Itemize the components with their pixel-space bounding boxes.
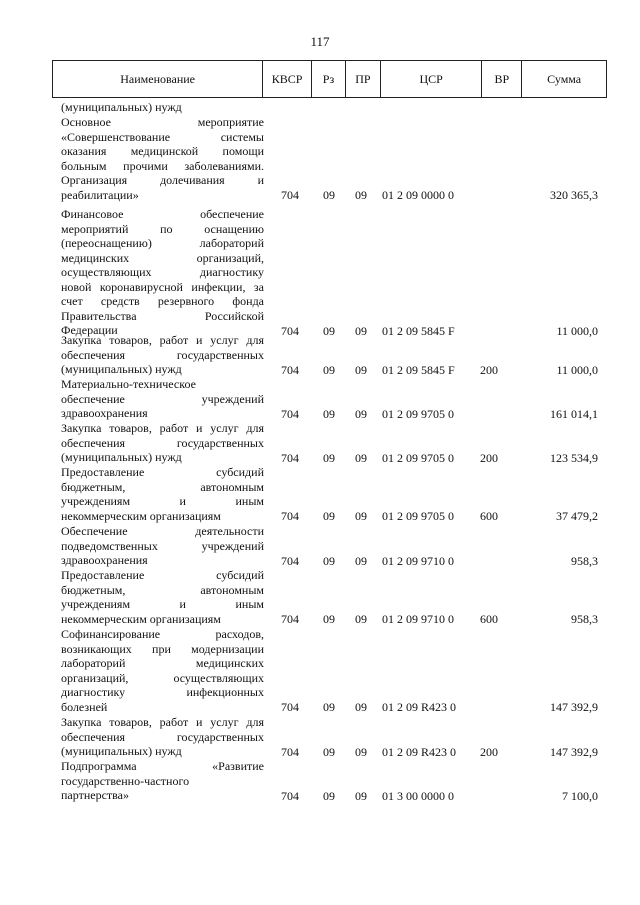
row-pr: 09 <box>355 406 367 421</box>
row-name <box>61 568 264 626</box>
row-pr: 09 <box>355 553 367 568</box>
row-vr: 600 <box>480 509 498 523</box>
row-pr: 09 <box>355 700 367 714</box>
row-pr: 09 <box>355 362 367 377</box>
row-name-line: счет средств резервного фонда <box>61 294 264 308</box>
row-name-line: учреждениям и иным <box>61 494 264 508</box>
row-kvsr: 704 <box>281 509 299 523</box>
row-name-line: здравоохранения <box>61 406 148 420</box>
table-row <box>0 524 640 568</box>
header-pr: ПР <box>346 61 381 97</box>
row-name-line: осуществляющих диагностику <box>61 265 264 279</box>
row-csr: 01 2 09 R423 0 <box>382 744 457 759</box>
row-name-line: организаций, осуществляющих <box>61 670 264 685</box>
row-name <box>61 465 264 523</box>
row-name <box>61 715 264 759</box>
row-csr: 01 2 09 9705 0 <box>382 450 454 465</box>
row-name-line: здравоохранения <box>61 553 148 567</box>
row-kvsr: 704 <box>281 406 299 421</box>
row-name-line: реабилитации» <box>61 187 139 202</box>
row-csr: 01 2 09 R423 0 <box>382 700 457 714</box>
row-name-line: Предоставление субсидий <box>61 568 264 582</box>
row-sum: 958,3 <box>571 553 598 568</box>
row-sum: 37 479,2 <box>556 509 598 523</box>
row-name-line: (муниципальных) нужд <box>61 744 182 758</box>
header-kvsr: КВСР <box>263 61 312 97</box>
row-rz: 09 <box>323 509 335 523</box>
row-pr: 09 <box>355 450 367 465</box>
row-name-line: государственно-частного <box>61 773 190 788</box>
row-pr: 09 <box>355 323 367 338</box>
row-kvsr: 704 <box>281 788 299 803</box>
row-name-line: (муниципальных) нужд <box>61 362 182 376</box>
header-rz: Рз <box>312 61 346 97</box>
row-rz: 09 <box>323 788 335 803</box>
row-kvsr: 704 <box>281 188 299 202</box>
page-number: 117 <box>310 34 330 49</box>
row-sum: 123 534,9 <box>550 450 598 465</box>
table-row <box>0 377 640 421</box>
row-vr: 200 <box>480 450 498 465</box>
row-pr: 09 <box>355 744 367 759</box>
row-name-line: некоммерческим организациям <box>61 508 221 523</box>
row-name-line: (переоснащению) лабораторий <box>61 236 264 250</box>
header-csr: ЦСР <box>381 61 483 97</box>
row-name-line: обеспечения государственных <box>61 729 264 744</box>
row-name <box>61 759 264 803</box>
row-rz: 09 <box>323 450 335 465</box>
row-name-line: мероприятий по оснащению <box>61 221 264 236</box>
row-name-line: оказания медицинской помощи <box>61 144 264 158</box>
row-csr: 01 2 09 9705 0 <box>382 406 454 421</box>
row-name-line: «Совершенствование системы <box>61 129 264 144</box>
row-rz: 09 <box>323 700 335 714</box>
row-pr: 09 <box>355 612 367 626</box>
row-rz: 09 <box>323 744 335 759</box>
row-rz: 09 <box>323 406 335 421</box>
row-pr: 09 <box>355 509 367 523</box>
row-sum: 958,3 <box>571 612 598 626</box>
row-pr: 09 <box>355 788 367 803</box>
header-sum: Сумма <box>547 71 582 86</box>
row-kvsr: 704 <box>281 744 299 759</box>
row-name-line: возникающих при модернизации <box>61 641 264 656</box>
table-row <box>0 759 640 803</box>
row-name <box>61 377 264 421</box>
row-name-line: (муниципальных) нужд <box>61 450 182 464</box>
row-name-line: некоммерческим организациям <box>61 611 221 626</box>
row-name-line: лабораторий медицинских <box>61 656 264 670</box>
row-name <box>61 524 264 568</box>
table-row <box>0 568 640 626</box>
row-kvsr: 704 <box>281 553 299 568</box>
row-sum: 11 000,0 <box>556 362 598 377</box>
row-name-line: Федерации <box>61 323 118 337</box>
row-name-line: обеспечения государственных <box>61 347 264 362</box>
row-name-line: Правительства Российской <box>61 308 264 323</box>
table-row <box>0 627 640 714</box>
row-sum: 320 365,3 <box>550 188 598 202</box>
row-csr: 01 2 09 5845 F <box>382 362 455 377</box>
header-name: Наименование <box>53 61 263 97</box>
row-name-line: Софинансирование расходов, <box>61 627 264 641</box>
row-name-line: Закупка товаров, работ и услуг для <box>61 333 264 347</box>
row-sum: 161 014,1 <box>550 406 598 421</box>
row-name-line: бюджетным, автономным <box>61 479 264 494</box>
row-name-line: Финансовое обеспечение <box>61 207 264 221</box>
row-name-line: Обеспечение деятельности <box>61 524 264 538</box>
row-rz: 09 <box>323 362 335 377</box>
row-kvsr: 704 <box>281 362 299 377</box>
table-row <box>0 207 640 338</box>
row-vr: 200 <box>480 362 498 377</box>
table-row <box>0 100 640 115</box>
row-name-line: партнерства» <box>61 788 129 802</box>
row-rz: 09 <box>323 553 335 568</box>
row-rz: 09 <box>323 323 335 338</box>
row-rz: 09 <box>323 612 335 626</box>
row-name-line: подведомственных учреждений <box>61 538 264 553</box>
row-csr: 01 2 09 0000 0 <box>382 188 454 202</box>
table-row <box>0 421 640 465</box>
row-name <box>61 100 264 115</box>
row-name-line: болезней <box>61 699 108 714</box>
row-vr: 200 <box>480 744 498 759</box>
row-name-line: диагностику инфекционных <box>61 685 264 699</box>
row-name-line: Предоставление субсидий <box>61 465 264 479</box>
row-name-line: Подпрограмма «Развитие <box>61 759 264 773</box>
row-name <box>61 421 264 465</box>
row-name <box>61 333 264 377</box>
row-csr: 01 2 09 5845 F <box>382 323 455 338</box>
header-vr: ВР <box>482 61 522 97</box>
row-name <box>61 627 264 714</box>
table-row <box>0 715 640 759</box>
row-pr: 09 <box>355 188 367 202</box>
row-name <box>61 115 264 202</box>
row-name-line: (муниципальных) нужд <box>61 100 182 114</box>
table-header <box>52 60 607 98</box>
row-name-line: больным прочими заболеваниями. <box>61 158 264 173</box>
row-sum: 147 392,9 <box>550 700 598 714</box>
row-name-line: Материально-техническое <box>61 377 196 391</box>
row-sum: 7 100,0 <box>562 788 598 803</box>
row-name-line: новой коронавирусной инфекции, за <box>61 279 264 294</box>
row-csr: 01 2 09 9710 0 <box>382 612 454 626</box>
table-row <box>0 115 640 202</box>
row-name-line: бюджетным, автономным <box>61 582 264 597</box>
row-kvsr: 704 <box>281 612 299 626</box>
row-vr: 600 <box>480 612 498 626</box>
row-kvsr: 704 <box>281 700 299 714</box>
table-row <box>0 333 640 377</box>
row-csr: 01 3 00 0000 0 <box>382 788 454 803</box>
row-name-line: обеспечения государственных <box>61 435 264 450</box>
row-name-line: Закупка товаров, работ и услуг для <box>61 421 264 435</box>
row-name-line: медицинских организаций, <box>61 250 264 265</box>
row-name-line: Закупка товаров, работ и услуг для <box>61 715 264 729</box>
row-sum: 147 392,9 <box>550 744 598 759</box>
row-name-line: Организация долечивания и <box>61 173 264 187</box>
table-row <box>0 465 640 523</box>
row-sum: 11 000,0 <box>556 323 598 338</box>
row-name <box>61 207 264 338</box>
row-rz: 09 <box>323 188 335 202</box>
row-name-line: учреждениям и иным <box>61 597 264 611</box>
row-kvsr: 704 <box>281 450 299 465</box>
row-kvsr: 704 <box>281 323 299 338</box>
row-csr: 01 2 09 9705 0 <box>382 509 454 523</box>
row-name-line: обеспечение учреждений <box>61 391 264 406</box>
row-name-line: Основное мероприятие <box>61 115 264 129</box>
row-csr: 01 2 09 9710 0 <box>382 553 454 568</box>
